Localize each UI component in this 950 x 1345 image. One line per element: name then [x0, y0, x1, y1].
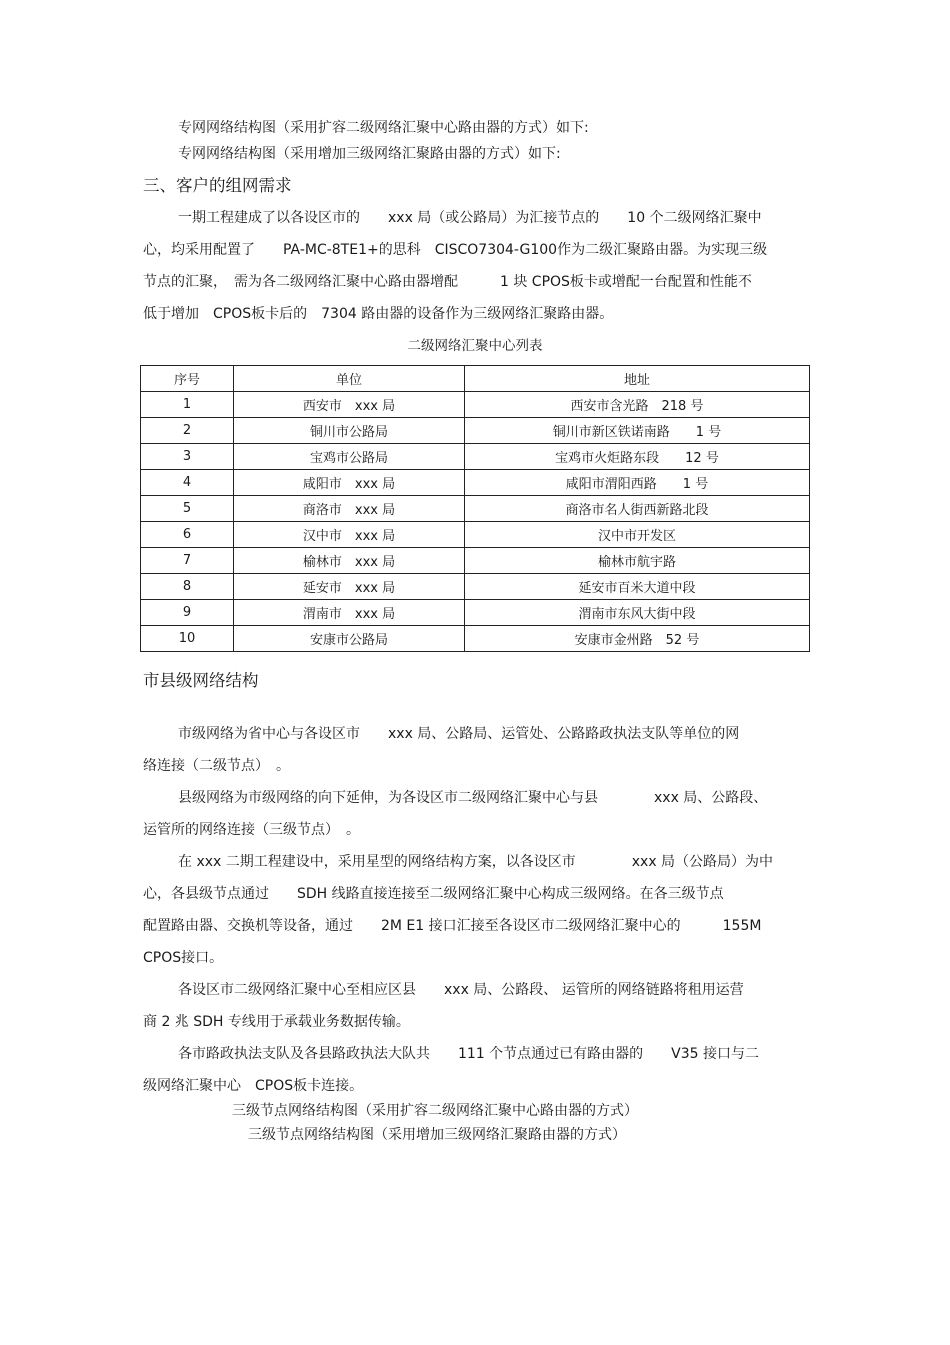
paragraph-line: 各市路政执法支队及各县路政执法大队共 111 个节点通过已有路由器的 V35 接口与二 — [178, 1046, 760, 1062]
paragraph-line: 节点的汇聚， 需为各二级网络汇聚中心路由器增配 1 块 CPOS板卡或增配一台配置和性能不 — [143, 274, 752, 290]
cell-address: 商洛市名人街西新路北段 — [465, 496, 810, 522]
column-header-address: 地址 — [465, 366, 810, 392]
intro-line-1: 专网网络结构图（采用扩容二级网络汇聚中心路由器的方式）如下: — [178, 120, 589, 136]
cell-unit: 咸阳市 xxx 局 — [234, 470, 465, 496]
cell-index: 1 — [141, 392, 234, 418]
table-row — [141, 470, 810, 496]
cell-address: 渭南市东风大街中段 — [465, 600, 810, 626]
paragraph-line: 络连接（二级节点） 。 — [143, 758, 290, 774]
aggregation-center-table — [140, 365, 810, 652]
intro-line-2: 专网网络结构图（采用增加三级网络汇聚路由器的方式）如下: — [178, 146, 561, 162]
cell-unit: 延安市 xxx 局 — [234, 574, 465, 600]
paragraph-line: 运管所的网络连接（三级节点） 。 — [143, 822, 360, 838]
paragraph-line: 各设区市二级网络汇聚中心至相应区县 xxx 局、公路段、 运管所的网络链路将租用运营 — [178, 982, 744, 998]
column-header-unit: 单位 — [234, 366, 465, 392]
paragraph-line: 配置路由器、交换机等设备，通过 2M E1 接口汇接至各设区市二级网络汇聚中心的 155M — [143, 918, 762, 934]
paragraph-line: 心，各县级节点通过 SDH 线路直接连接至二级网络汇聚中心构成三级网络。在各三级节点 — [143, 886, 724, 902]
paragraph-line: 商 2 兆 SDH 专线用于承载业务数据传输。 — [143, 1014, 410, 1030]
cell-address: 咸阳市渭阳西路 1 号 — [465, 470, 810, 496]
table-row — [141, 496, 810, 522]
cell-unit: 商洛市 xxx 局 — [234, 496, 465, 522]
paragraph-line: 心，均采用配置了 PA-MC-8TE1+的思科 CISCO7304-G100作为二级汇聚路由器。为实现三级 — [143, 242, 768, 258]
cell-address: 铜川市新区铁诺南路 1 号 — [465, 418, 810, 444]
paragraph-line: 在 xxx 二期工程建设中，采用星型的网络结构方案，以各设区市 xxx 局（公路局）为中 — [178, 854, 774, 870]
table-row — [141, 626, 810, 652]
figure-caption-expand: 三级节点网络结构图（采用扩容二级网络汇聚中心路由器的方式） — [232, 1103, 638, 1119]
cell-unit: 安康市公路局 — [234, 626, 465, 652]
table-row — [141, 392, 810, 418]
cell-unit: 汉中市 xxx 局 — [234, 522, 465, 548]
table-header-row — [141, 366, 810, 392]
figure-caption-add: 三级节点网络结构图（采用增加三级网络汇聚路由器的方式） — [248, 1127, 626, 1143]
cell-address: 榆林市航宇路 — [465, 548, 810, 574]
cell-index: 10 — [141, 626, 234, 652]
cell-index: 2 — [141, 418, 234, 444]
section-heading-requirements: 三、客户的组网需求 — [143, 176, 292, 195]
cell-index: 7 — [141, 548, 234, 574]
cell-unit: 渭南市 xxx 局 — [234, 600, 465, 626]
cell-index: 9 — [141, 600, 234, 626]
table-row — [141, 418, 810, 444]
paragraph-line: 县级网络为市级网络的向下延伸，为各设区市二级网络汇聚中心与县 xxx 局、公路段、 — [178, 790, 768, 806]
cell-address: 延安市百米大道中段 — [465, 574, 810, 600]
cell-unit: 铜川市公路局 — [234, 418, 465, 444]
table-row — [141, 522, 810, 548]
cell-index: 4 — [141, 470, 234, 496]
cell-unit: 榆林市 xxx 局 — [234, 548, 465, 574]
paragraph-line: 一期工程建成了以各设区市的 xxx 局（或公路局）为汇接节点的 10 个二级网络汇聚中 — [178, 210, 762, 226]
table-row — [141, 548, 810, 574]
table-row — [141, 444, 810, 470]
paragraph-line: 级网络汇聚中心 CPOS板卡连接。 — [143, 1078, 364, 1094]
column-header-index: 序号 — [141, 366, 234, 392]
table-caption: 二级网络汇聚中心列表 — [407, 338, 543, 354]
paragraph-line: 低于增加 CPOS板卡后的 7304 路由器的设备作为三级网络汇聚路由器。 — [143, 306, 614, 322]
section-heading-county-network: 市县级网络结构 — [143, 671, 259, 690]
cell-unit: 西安市 xxx 局 — [234, 392, 465, 418]
cell-address: 西安市含光路 218 号 — [465, 392, 810, 418]
cell-address: 宝鸡市火炬路东段 12 号 — [465, 444, 810, 470]
paragraph-line: CPOS接口。 — [143, 950, 224, 966]
cell-unit: 宝鸡市公路局 — [234, 444, 465, 470]
cell-index: 3 — [141, 444, 234, 470]
table-row — [141, 600, 810, 626]
cell-address: 安康市金州路 52 号 — [465, 626, 810, 652]
table-row — [141, 574, 810, 600]
cell-index: 8 — [141, 574, 234, 600]
cell-index: 5 — [141, 496, 234, 522]
paragraph-line: 市级网络为省中心与各设区市 xxx 局、公路局、运管处、公路路政执法支队等单位的网 — [178, 726, 740, 742]
cell-address: 汉中市开发区 — [465, 522, 810, 548]
cell-index: 6 — [141, 522, 234, 548]
